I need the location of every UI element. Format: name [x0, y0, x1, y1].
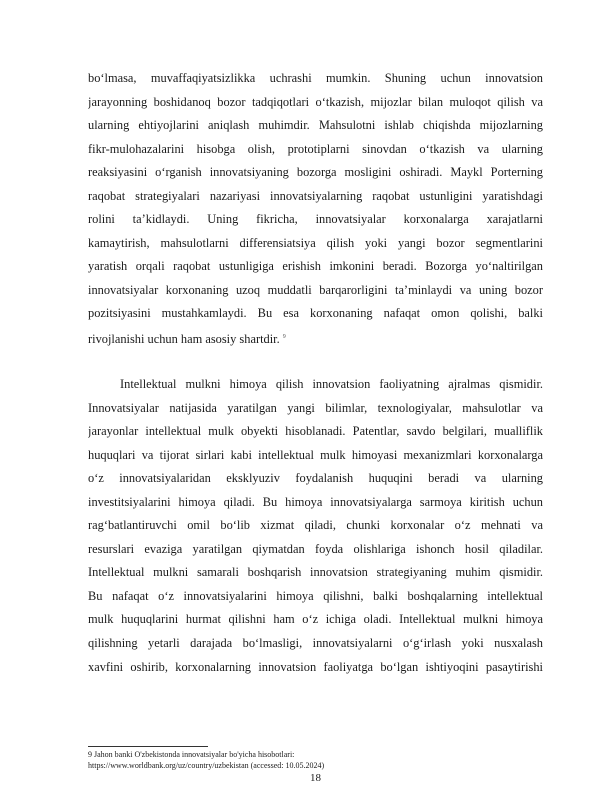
body-paragraph-1 — [88, 67, 543, 352]
text-line: mulk huquqlarini hurmat qilishni ham o‘z ichiga oladi. Intellektual mulkni himoya — [88, 612, 543, 627]
footnote-separator — [88, 746, 208, 747]
text-line: Innovatsiyalar natijasida yaratilgan yangi bilimlar, texnologiyalar, mahsulotlar va — [88, 400, 543, 415]
text-line: investitsiyalarini himoya qiladi. Bu himoya innovatsiyalarga sarmoya kiritish uchun — [88, 494, 543, 509]
body-paragraph-2 — [88, 373, 543, 679]
text-line: pozitsiyasini mustahkamlaydi. Bu esa korxonaning nafaqat omon qolishi, balki — [88, 306, 543, 321]
text-line: jarayonning boshidanoq bozor tadqiqotlari o‘tkazish, mijozlar bilan muloqot qilish va — [88, 94, 543, 109]
text-line-last — [88, 326, 543, 352]
footnote-reference[interactable]: 9 — [282, 334, 286, 341]
text-line: ularning ehtiyojlarini aniqlash muhimdir. Mahsulotni ishlab chiqishda mijozlarning — [88, 118, 543, 133]
text-line: kamaytirish, mahsulotlarni differensiatsiya qilish yoki yangi bozor segmentlarini — [88, 235, 543, 250]
text-line: Intellektual mulkni samarali boshqarish innovatsion strategiyaning muhim qismidir. — [88, 565, 543, 580]
text-line: rolini ta’kidlaydi. Uning fikricha, innovatsiyalar korxonalarga xarajatlarni — [88, 212, 543, 227]
footnote-link[interactable]: https://www.worldbank.org/uz/country/uzbekistan (accessed: 10.05.2024) — [88, 761, 325, 770]
text-line: yaratish orqali raqobat ustunligiga erishish imkonini beradi. Bozorga yo‘naltirilgan — [88, 259, 543, 274]
text-line: jarayonlar intellektual mulk obyekti hisoblanadi. Patentlar, savdo belgilari, mualliflik — [88, 424, 543, 439]
text-line: innovatsiyalar korxonaning uzoq muddatli barqarorligini ta’minlaydi va uning bozor — [88, 282, 543, 297]
text-line: reaksiyasini o‘rganish innovatsiyaning bozorga mosligini oshiradi. Maykl Porterning — [88, 165, 543, 180]
text-line-content: rivojlanishi uchun ham asosiy shartdir. — [88, 332, 280, 347]
text-line: Bu nafaqat o‘z innovatsiyalarini himoya qilishni, balki boshqalarning intellektual — [88, 588, 543, 603]
text-line: raqobat strategiyalari nazariyasi innovatsiyalarning raqobat ustunligini yaratishdagi — [88, 188, 543, 203]
text-line-indented: Intellektual mulkni himoya qilish innovatsion faoliyatning ajralmas qismidir. — [120, 377, 543, 391]
text-line: huquqlari va tijorat sirlari kabi intellektual mulk himoyasi mexanizmlari korxonalarga — [88, 447, 543, 462]
page-number: 18 — [310, 772, 321, 784]
text-line: resurslari evaziga yaratilgan qiymatdan foyda olishlariga ishonch hosil qiladilar. — [88, 541, 543, 556]
text-line: xavfini oshirib, korxonalarning innovatsion faoliyatga bo‘lgan ishtiyoqini pasaytirishi — [88, 659, 543, 674]
text-line: bo‘lmasa, muvaffaqiyatsizlikka uchrashi mumkin. Shuning uchun innovatsion — [88, 71, 543, 85]
footnote-text: 9 Jahon banki O'zbekistonda innovatsiyalar bo'yicha hisobotlari: — [88, 750, 295, 759]
text-line: fikr-mulohazalarini hisobga olish, prototiplarni sinovdan o‘tkazish va ularning — [88, 141, 543, 156]
text-line: rag‘batlantiruvchi omil bo‘lib xizmat qiladi, chunki korxonalar o‘z mehnati va — [88, 518, 543, 533]
text-line: o‘z innovatsiyalaridan eksklyuziv foydalanish huquqini beradi va ularning — [88, 471, 543, 486]
text-line: qilishning yetarli darajada bo‘lmasligi, innovatsiyalarni o‘g‘irlash yoki nusxalash — [88, 636, 543, 651]
